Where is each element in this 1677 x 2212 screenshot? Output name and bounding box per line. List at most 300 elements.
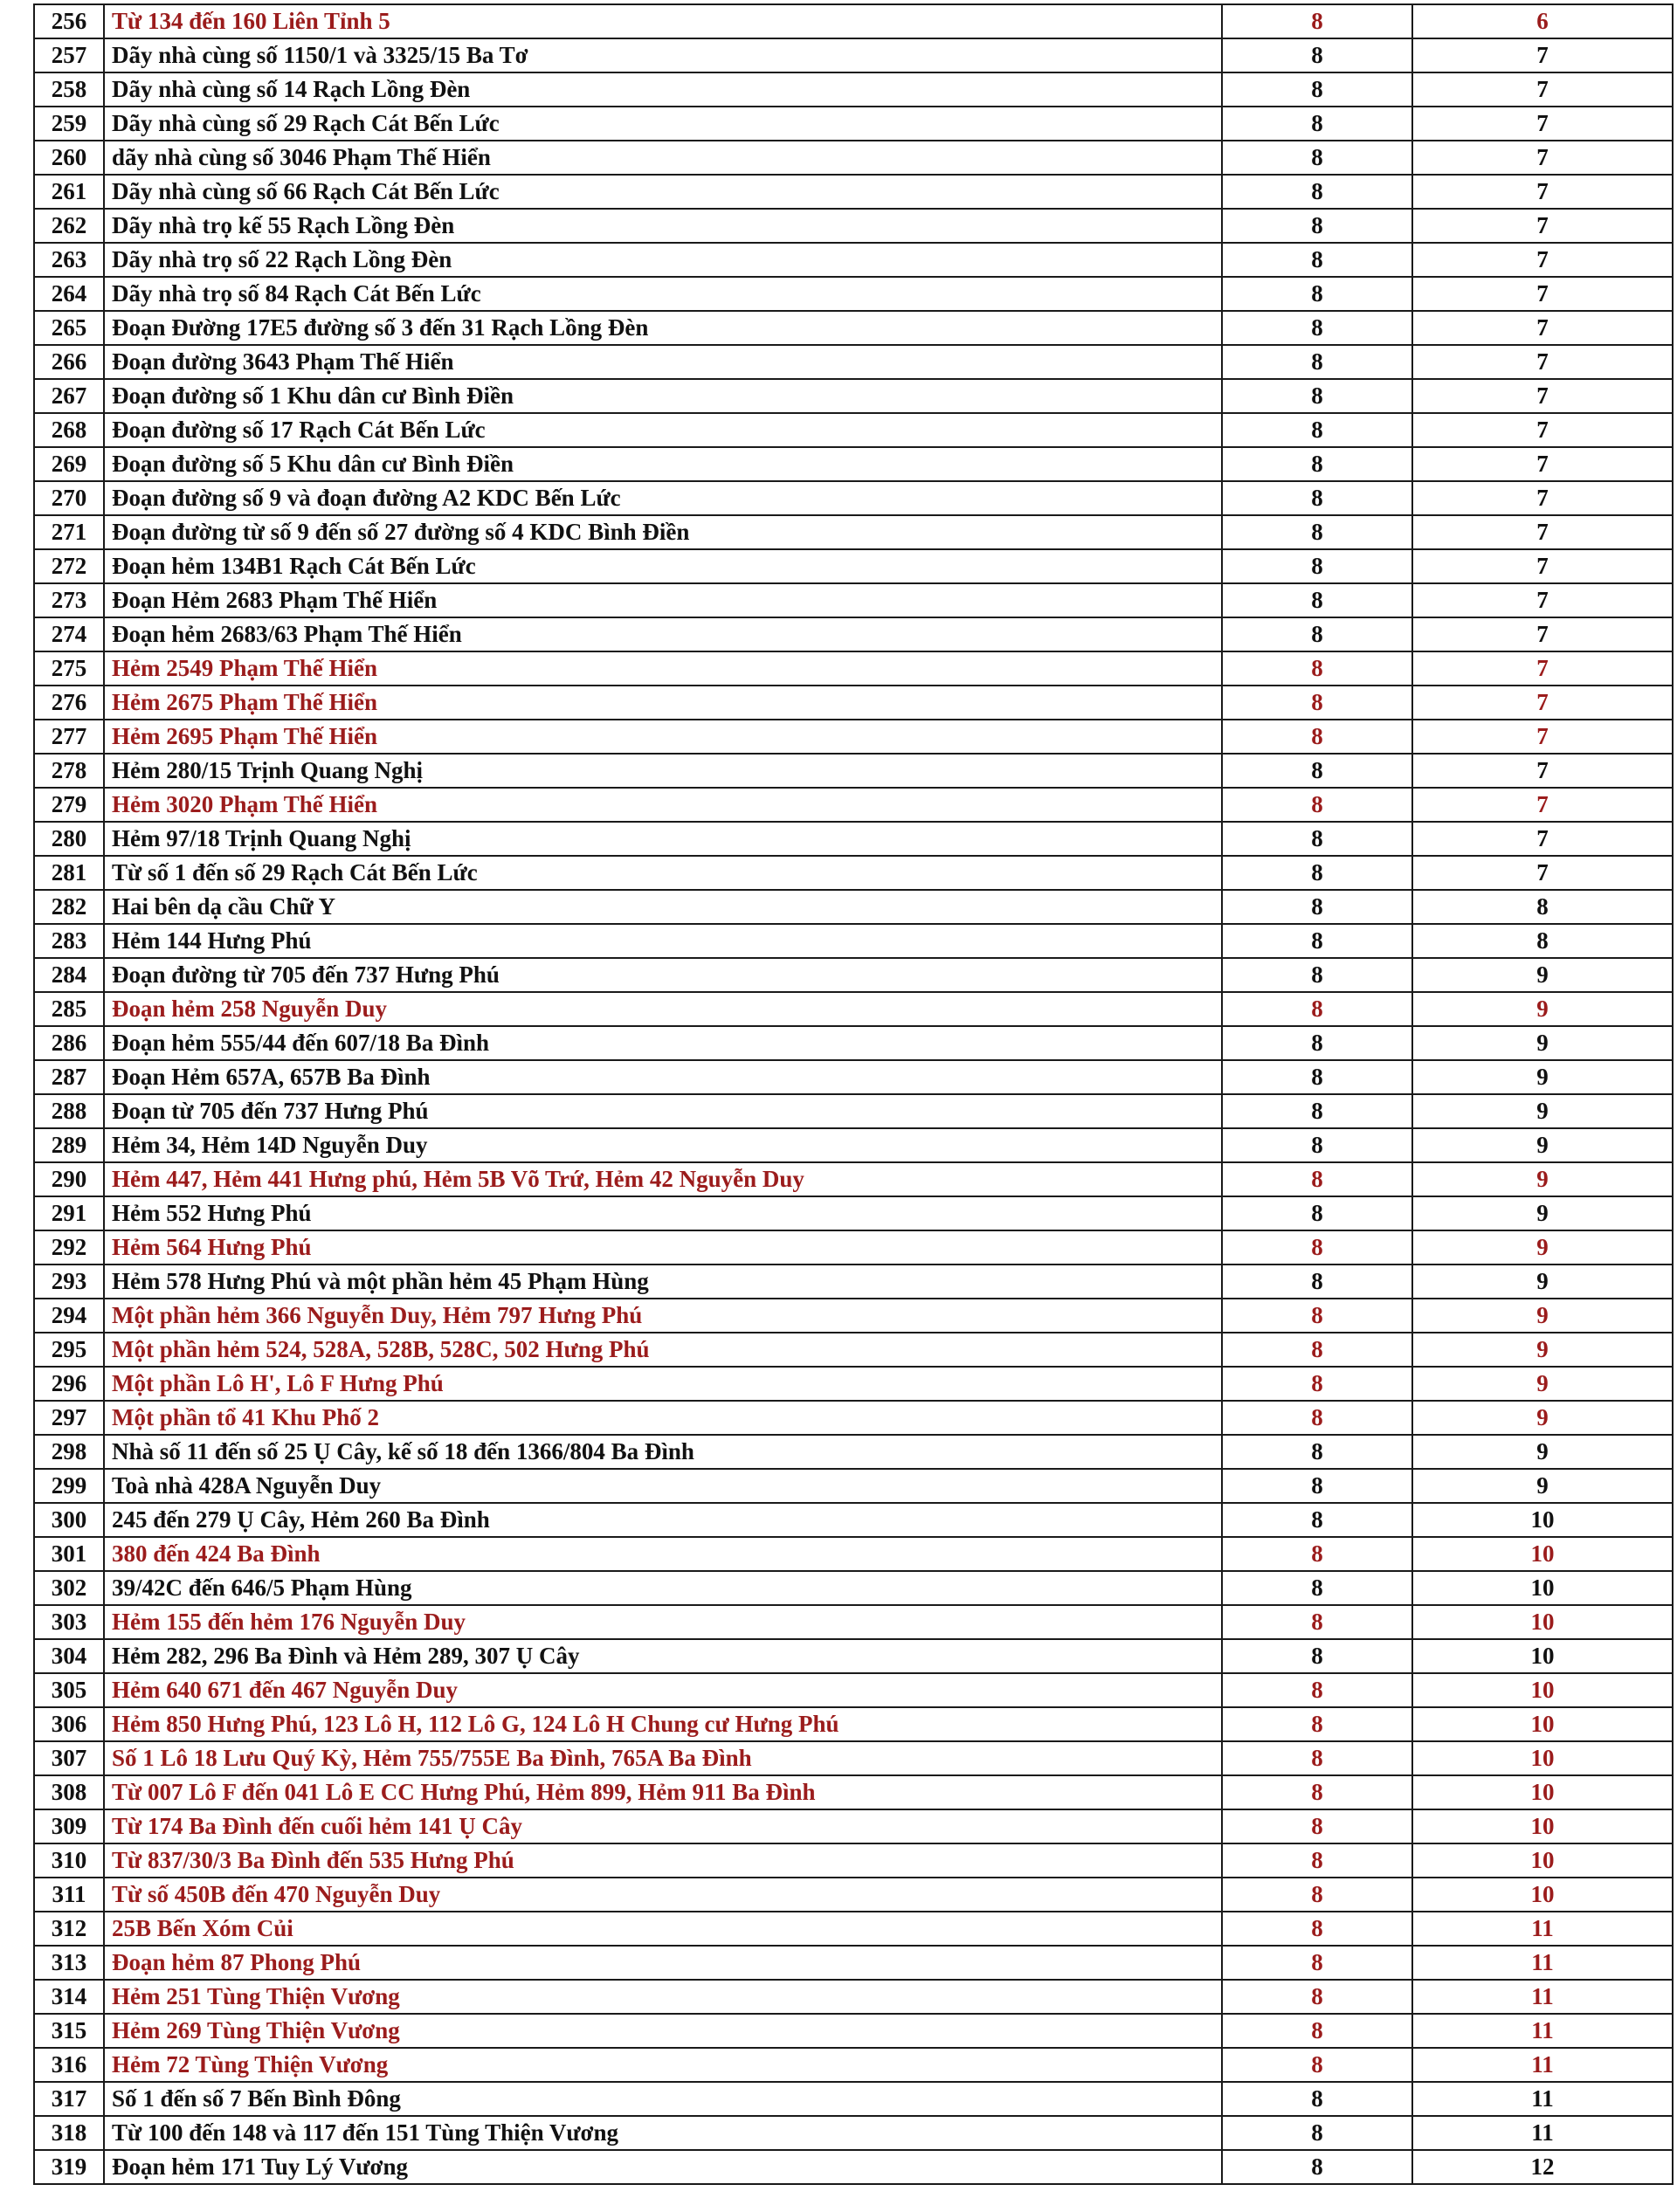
address-cell: Số 1 Lô 18 Lưu Quý Kỳ, Hẻm 755/755E Ba Đình, 765A Ba Đình	[104, 1741, 1222, 1775]
value-b-cell: 9	[1412, 958, 1673, 992]
value-a-cell: 8	[1222, 788, 1412, 822]
value-a-cell: 8	[1222, 72, 1412, 107]
table-row	[34, 413, 1673, 447]
row-number-cell: 268	[34, 413, 104, 447]
value-a-cell: 8	[1222, 1367, 1412, 1401]
address-cell: Đoạn Hẻm 657A, 657B Ba Đình	[104, 1060, 1222, 1094]
row-number-cell: 297	[34, 1401, 104, 1435]
value-a-cell: 8	[1222, 1401, 1412, 1435]
value-a-cell: 8	[1222, 958, 1412, 992]
address-cell: Hẻm 2675 Phạm Thế Hiển	[104, 686, 1222, 720]
address-cell: Dãy nhà trọ kế 55 Rạch Lồng Đèn	[104, 209, 1222, 243]
row-number-cell: 277	[34, 720, 104, 754]
value-a-cell: 8	[1222, 1707, 1412, 1741]
row-number-cell: 279	[34, 788, 104, 822]
value-a-cell: 8	[1222, 1435, 1412, 1469]
value-a-cell: 8	[1222, 1230, 1412, 1264]
value-b-cell: 7	[1412, 583, 1673, 617]
row-number-cell: 267	[34, 379, 104, 413]
row-number-cell: 289	[34, 1128, 104, 1162]
value-a-cell: 8	[1222, 1264, 1412, 1299]
value-b-cell: 9	[1412, 1128, 1673, 1162]
row-number-cell: 301	[34, 1537, 104, 1571]
row-number-cell: 272	[34, 549, 104, 583]
row-number-cell: 312	[34, 1912, 104, 1946]
value-a-cell: 8	[1222, 1503, 1412, 1537]
value-a-cell: 8	[1222, 1026, 1412, 1060]
value-b-cell: 7	[1412, 72, 1673, 107]
value-a-cell: 8	[1222, 651, 1412, 686]
value-a-cell: 8	[1222, 413, 1412, 447]
address-cell: Hẻm 72 Tùng Thiện Vương	[104, 2048, 1222, 2082]
row-number-cell: 269	[34, 447, 104, 481]
address-table	[33, 3, 1674, 2185]
row-number-cell: 275	[34, 651, 104, 686]
table-row	[34, 447, 1673, 481]
row-number-cell: 313	[34, 1946, 104, 1980]
value-a-cell: 8	[1222, 1196, 1412, 1230]
table-row	[34, 1741, 1673, 1775]
address-cell: Đoạn đường từ 705 đến 737 Hưng Phú	[104, 958, 1222, 992]
value-b-cell: 7	[1412, 856, 1673, 890]
value-b-cell: 10	[1412, 1775, 1673, 1809]
row-number-cell: 308	[34, 1775, 104, 1809]
table-row	[34, 1673, 1673, 1707]
value-a-cell: 8	[1222, 1060, 1412, 1094]
value-a-cell: 8	[1222, 2048, 1412, 2082]
address-cell: Từ 100 đến 148 và 117 đến 151 Tùng Thiện Vương	[104, 2116, 1222, 2150]
address-cell: Dãy nhà trọ số 22 Rạch Lồng Đèn	[104, 243, 1222, 277]
address-cell: Hẻm 850 Hưng Phú, 123 Lô H, 112 Lô G, 124 Lô H Chung cư Hưng Phú	[104, 1707, 1222, 1741]
row-number-cell: 264	[34, 277, 104, 311]
address-cell: Hẻm 280/15 Trịnh Quang Nghị	[104, 754, 1222, 788]
table-row	[34, 549, 1673, 583]
address-cell: Hẻm 251 Tùng Thiện Vương	[104, 1980, 1222, 2014]
address-cell: Hẻm 3020 Phạm Thế Hiển	[104, 788, 1222, 822]
row-number-cell: 256	[34, 4, 104, 38]
value-a-cell: 8	[1222, 243, 1412, 277]
value-b-cell: 7	[1412, 107, 1673, 141]
row-number-cell: 316	[34, 2048, 104, 2082]
table-row	[34, 1367, 1673, 1401]
row-number-cell: 296	[34, 1367, 104, 1401]
table-row	[34, 1571, 1673, 1605]
row-number-cell: 307	[34, 1741, 104, 1775]
table-row	[34, 1401, 1673, 1435]
address-cell: Đoạn hẻm 87 Phong Phú	[104, 1946, 1222, 1980]
value-a-cell: 8	[1222, 1639, 1412, 1673]
table-row	[34, 1299, 1673, 1333]
value-b-cell: 11	[1412, 1912, 1673, 1946]
row-number-cell: 290	[34, 1162, 104, 1196]
value-a-cell: 8	[1222, 754, 1412, 788]
row-number-cell: 311	[34, 1878, 104, 1912]
table-row	[34, 1333, 1673, 1367]
row-number-cell: 306	[34, 1707, 104, 1741]
value-a-cell: 8	[1222, 277, 1412, 311]
row-number-cell: 270	[34, 481, 104, 515]
row-number-cell: 291	[34, 1196, 104, 1230]
value-a-cell: 8	[1222, 141, 1412, 175]
value-b-cell: 9	[1412, 1435, 1673, 1469]
value-a-cell: 8	[1222, 2150, 1412, 2184]
table-row	[34, 38, 1673, 72]
row-number-cell: 259	[34, 107, 104, 141]
address-cell: 380 đến 424 Ba Đình	[104, 1537, 1222, 1571]
value-b-cell: 7	[1412, 515, 1673, 549]
value-a-cell: 8	[1222, 1605, 1412, 1639]
value-b-cell: 7	[1412, 617, 1673, 651]
row-number-cell: 283	[34, 924, 104, 958]
value-b-cell: 9	[1412, 1094, 1673, 1128]
table-row	[34, 1435, 1673, 1469]
table-row	[34, 617, 1673, 651]
value-b-cell: 11	[1412, 1980, 1673, 2014]
table-row	[34, 958, 1673, 992]
row-number-cell: 299	[34, 1469, 104, 1503]
table-row	[34, 651, 1673, 686]
address-cell: Một phần tổ 41 Khu Phố 2	[104, 1401, 1222, 1435]
value-b-cell: 10	[1412, 1741, 1673, 1775]
table-row	[34, 1707, 1673, 1741]
address-cell: Hẻm 2695 Phạm Thế Hiển	[104, 720, 1222, 754]
value-b-cell: 10	[1412, 1707, 1673, 1741]
value-b-cell: 11	[1412, 2048, 1673, 2082]
address-cell: Đoạn đường số 5 Khu dân cư Bình Điền	[104, 447, 1222, 481]
row-number-cell: 310	[34, 1843, 104, 1878]
row-number-cell: 285	[34, 992, 104, 1026]
value-b-cell: 11	[1412, 1946, 1673, 1980]
value-a-cell: 8	[1222, 1162, 1412, 1196]
table-row	[34, 1775, 1673, 1809]
row-number-cell: 263	[34, 243, 104, 277]
row-number-cell: 295	[34, 1333, 104, 1367]
address-cell: Đoạn từ 705 đến 737 Hưng Phú	[104, 1094, 1222, 1128]
address-cell: Đoạn đường số 1 Khu dân cư Bình Điền	[104, 379, 1222, 413]
address-cell: Từ 174 Ba Đình đến cuối hẻm 141 Ụ Cây	[104, 1809, 1222, 1843]
row-number-cell: 274	[34, 617, 104, 651]
address-cell: Hai bên dạ cầu Chữ Y	[104, 890, 1222, 924]
table-row	[34, 992, 1673, 1026]
address-cell: Dãy nhà trọ số 84 Rạch Cát Bến Lức	[104, 277, 1222, 311]
row-number-cell: 282	[34, 890, 104, 924]
address-cell: Hẻm 97/18 Trịnh Quang Nghị	[104, 822, 1222, 856]
table-row	[34, 1980, 1673, 2014]
table-row	[34, 754, 1673, 788]
row-number-cell: 280	[34, 822, 104, 856]
row-number-cell: 261	[34, 175, 104, 209]
row-number-cell: 309	[34, 1809, 104, 1843]
address-cell: Từ số 1 đến số 29 Rạch Cát Bến Lức	[104, 856, 1222, 890]
value-b-cell: 7	[1412, 38, 1673, 72]
value-a-cell: 8	[1222, 1843, 1412, 1878]
value-b-cell: 7	[1412, 754, 1673, 788]
row-number-cell: 292	[34, 1230, 104, 1264]
value-a-cell: 8	[1222, 1299, 1412, 1333]
table-row	[34, 924, 1673, 958]
address-cell: Một phần hẻm 366 Nguyễn Duy, Hẻm 797 Hưng Phú	[104, 1299, 1222, 1333]
address-cell: Hẻm 640 671 đến 467 Nguyễn Duy	[104, 1673, 1222, 1707]
value-b-cell: 9	[1412, 1230, 1673, 1264]
table-row	[34, 515, 1673, 549]
address-cell: Đoạn đường số 9 và đoạn đường A2 KDC Bến Lức	[104, 481, 1222, 515]
address-cell: Đoạn Đường 17E5 đường số 3 đến 31 Rạch Lồng Đèn	[104, 311, 1222, 345]
value-b-cell: 7	[1412, 311, 1673, 345]
row-number-cell: 317	[34, 2082, 104, 2116]
table-row	[34, 1264, 1673, 1299]
table-row	[34, 209, 1673, 243]
address-cell: Đoạn hẻm 134B1 Rạch Cát Bến Lức	[104, 549, 1222, 583]
address-cell: Dãy nhà cùng số 29 Rạch Cát Bến Lức	[104, 107, 1222, 141]
row-number-cell: 273	[34, 583, 104, 617]
table-row	[34, 1809, 1673, 1843]
address-cell: Số 1 đến số 7 Bến Bình Đông	[104, 2082, 1222, 2116]
table-row	[34, 686, 1673, 720]
value-b-cell: 7	[1412, 277, 1673, 311]
row-number-cell: 257	[34, 38, 104, 72]
table-row	[34, 856, 1673, 890]
value-a-cell: 8	[1222, 822, 1412, 856]
table-row	[34, 1537, 1673, 1571]
value-a-cell: 8	[1222, 583, 1412, 617]
value-a-cell: 8	[1222, 992, 1412, 1026]
row-number-cell: 271	[34, 515, 104, 549]
value-a-cell: 8	[1222, 1333, 1412, 1367]
value-a-cell: 8	[1222, 447, 1412, 481]
address-cell: Hẻm 269 Tùng Thiện Vương	[104, 2014, 1222, 2048]
value-a-cell: 8	[1222, 1741, 1412, 1775]
value-b-cell: 7	[1412, 651, 1673, 686]
address-cell: Hẻm 552 Hưng Phú	[104, 1196, 1222, 1230]
row-number-cell: 287	[34, 1060, 104, 1094]
address-cell: Từ số 450B đến 470 Nguyễn Duy	[104, 1878, 1222, 1912]
row-number-cell: 288	[34, 1094, 104, 1128]
value-a-cell: 8	[1222, 1094, 1412, 1128]
address-table-body	[34, 4, 1673, 2184]
address-cell: Từ 837/30/3 Ba Đình đến 535 Hưng Phú	[104, 1843, 1222, 1878]
value-b-cell: 9	[1412, 1060, 1673, 1094]
value-b-cell: 8	[1412, 890, 1673, 924]
value-b-cell: 9	[1412, 1196, 1673, 1230]
value-a-cell: 8	[1222, 1912, 1412, 1946]
address-cell: Hẻm 564 Hưng Phú	[104, 1230, 1222, 1264]
value-b-cell: 7	[1412, 209, 1673, 243]
row-number-cell: 284	[34, 958, 104, 992]
table-row	[34, 1878, 1673, 1912]
value-b-cell: 10	[1412, 1605, 1673, 1639]
value-b-cell: 9	[1412, 1333, 1673, 1367]
value-b-cell: 7	[1412, 447, 1673, 481]
value-b-cell: 10	[1412, 1537, 1673, 1571]
table-row	[34, 1094, 1673, 1128]
address-cell: Đoạn đường từ số 9 đến số 27 đường số 4 KDC Bình Điền	[104, 515, 1222, 549]
value-b-cell: 7	[1412, 788, 1673, 822]
value-b-cell: 7	[1412, 720, 1673, 754]
row-number-cell: 318	[34, 2116, 104, 2150]
table-row	[34, 2048, 1673, 2082]
table-row	[34, 311, 1673, 345]
value-a-cell: 8	[1222, 2082, 1412, 2116]
table-row	[34, 1230, 1673, 1264]
row-number-cell: 276	[34, 686, 104, 720]
row-number-cell: 319	[34, 2150, 104, 2184]
table-row	[34, 583, 1673, 617]
value-a-cell: 8	[1222, 515, 1412, 549]
row-number-cell: 302	[34, 1571, 104, 1605]
table-row	[34, 1503, 1673, 1537]
table-row	[34, 379, 1673, 413]
value-a-cell: 8	[1222, 1878, 1412, 1912]
value-b-cell: 9	[1412, 992, 1673, 1026]
value-b-cell: 9	[1412, 1367, 1673, 1401]
value-a-cell: 8	[1222, 924, 1412, 958]
value-a-cell: 8	[1222, 686, 1412, 720]
address-cell: Một phần hẻm 524, 528A, 528B, 528C, 502 Hưng Phú	[104, 1333, 1222, 1367]
value-b-cell: 7	[1412, 141, 1673, 175]
table-row	[34, 107, 1673, 141]
address-cell: Từ 134 đến 160 Liên Tỉnh 5	[104, 4, 1222, 38]
table-row	[34, 1162, 1673, 1196]
table-row	[34, 2116, 1673, 2150]
table-row	[34, 890, 1673, 924]
value-a-cell: 8	[1222, 890, 1412, 924]
address-cell: Toà nhà 428A Nguyễn Duy	[104, 1469, 1222, 1503]
value-b-cell: 10	[1412, 1503, 1673, 1537]
value-b-cell: 7	[1412, 549, 1673, 583]
value-b-cell: 6	[1412, 4, 1673, 38]
value-b-cell: 9	[1412, 1401, 1673, 1435]
row-number-cell: 262	[34, 209, 104, 243]
table-row	[34, 141, 1673, 175]
value-b-cell: 7	[1412, 822, 1673, 856]
address-cell: Dãy nhà cùng số 1150/1 và 3325/15 Ba Tơ	[104, 38, 1222, 72]
value-b-cell: 7	[1412, 481, 1673, 515]
table-row	[34, 1469, 1673, 1503]
value-a-cell: 8	[1222, 1571, 1412, 1605]
value-b-cell: 9	[1412, 1299, 1673, 1333]
row-number-cell: 304	[34, 1639, 104, 1673]
value-a-cell: 8	[1222, 379, 1412, 413]
address-cell: Hẻm 34, Hẻm 14D Nguyễn Duy	[104, 1128, 1222, 1162]
address-cell: Đoạn hẻm 258 Nguyễn Duy	[104, 992, 1222, 1026]
address-cell: Đoạn hẻm 2683/63 Phạm Thế Hiển	[104, 617, 1222, 651]
row-number-cell: 260	[34, 141, 104, 175]
value-a-cell: 8	[1222, 1469, 1412, 1503]
value-a-cell: 8	[1222, 856, 1412, 890]
address-cell: Nhà số 11 đến số 25 Ụ Cây, kế số 18 đến 1366/804 Ba Đình	[104, 1435, 1222, 1469]
address-cell: Dãy nhà cùng số 14 Rạch Lồng Đèn	[104, 72, 1222, 107]
value-b-cell: 9	[1412, 1469, 1673, 1503]
value-b-cell: 11	[1412, 2082, 1673, 2116]
table-row	[34, 1196, 1673, 1230]
value-b-cell: 12	[1412, 2150, 1673, 2184]
value-b-cell: 10	[1412, 1639, 1673, 1673]
value-b-cell: 7	[1412, 413, 1673, 447]
value-b-cell: 11	[1412, 2116, 1673, 2150]
value-a-cell: 8	[1222, 38, 1412, 72]
table-row	[34, 1639, 1673, 1673]
value-b-cell: 11	[1412, 2014, 1673, 2048]
row-number-cell: 303	[34, 1605, 104, 1639]
table-row	[34, 175, 1673, 209]
table-row	[34, 1060, 1673, 1094]
address-cell: Từ 007 Lô F đến 041 Lô E CC Hưng Phú, Hẻm 899, Hẻm 911 Ba Đình	[104, 1775, 1222, 1809]
address-cell: Hẻm 2549 Phạm Thế Hiển	[104, 651, 1222, 686]
row-number-cell: 281	[34, 856, 104, 890]
value-b-cell: 9	[1412, 1026, 1673, 1060]
row-number-cell: 300	[34, 1503, 104, 1537]
table-row	[34, 243, 1673, 277]
value-b-cell: 9	[1412, 1264, 1673, 1299]
table-row	[34, 2014, 1673, 2048]
value-b-cell: 7	[1412, 243, 1673, 277]
address-cell: Hẻm 447, Hẻm 441 Hưng phú, Hẻm 5B Võ Trứ, Hẻm 42 Nguyễn Duy	[104, 1162, 1222, 1196]
value-b-cell: 10	[1412, 1673, 1673, 1707]
address-cell: dãy nhà cùng số 3046 Phạm Thế Hiển	[104, 141, 1222, 175]
address-cell: Hẻm 282, 296 Ba Đình và Hẻm 289, 307 Ụ Cây	[104, 1639, 1222, 1673]
row-number-cell: 265	[34, 311, 104, 345]
row-number-cell: 294	[34, 1299, 104, 1333]
row-number-cell: 266	[34, 345, 104, 379]
value-a-cell: 8	[1222, 1128, 1412, 1162]
value-a-cell: 8	[1222, 549, 1412, 583]
row-number-cell: 314	[34, 1980, 104, 2014]
table-row	[34, 4, 1673, 38]
table-row	[34, 1843, 1673, 1878]
value-b-cell: 8	[1412, 924, 1673, 958]
value-b-cell: 7	[1412, 345, 1673, 379]
table-row	[34, 720, 1673, 754]
table-row	[34, 1026, 1673, 1060]
table-row	[34, 345, 1673, 379]
address-cell: Đoạn đường số 17 Rạch Cát Bến Lức	[104, 413, 1222, 447]
address-cell: Đoạn hẻm 555/44 đến 607/18 Ba Đình	[104, 1026, 1222, 1060]
row-number-cell: 278	[34, 754, 104, 788]
value-b-cell: 10	[1412, 1571, 1673, 1605]
table-row	[34, 277, 1673, 311]
value-a-cell: 8	[1222, 107, 1412, 141]
value-b-cell: 9	[1412, 1162, 1673, 1196]
row-number-cell: 298	[34, 1435, 104, 1469]
value-a-cell: 8	[1222, 175, 1412, 209]
address-cell: 25B Bến Xóm Củi	[104, 1912, 1222, 1946]
value-a-cell: 8	[1222, 209, 1412, 243]
value-b-cell: 7	[1412, 379, 1673, 413]
table-row	[34, 822, 1673, 856]
row-number-cell: 293	[34, 1264, 104, 1299]
row-number-cell: 258	[34, 72, 104, 107]
row-number-cell: 286	[34, 1026, 104, 1060]
address-cell: Đoạn hẻm 171 Tuy Lý Vương	[104, 2150, 1222, 2184]
value-a-cell: 8	[1222, 345, 1412, 379]
table-row	[34, 1128, 1673, 1162]
table-row	[34, 1946, 1673, 1980]
value-b-cell: 10	[1412, 1878, 1673, 1912]
value-a-cell: 8	[1222, 481, 1412, 515]
value-a-cell: 8	[1222, 1775, 1412, 1809]
address-cell: 39/42C đến 646/5 Phạm Hùng	[104, 1571, 1222, 1605]
value-a-cell: 8	[1222, 1673, 1412, 1707]
table-row	[34, 1605, 1673, 1639]
table-row	[34, 2150, 1673, 2184]
table-row	[34, 72, 1673, 107]
value-a-cell: 8	[1222, 1537, 1412, 1571]
row-number-cell: 305	[34, 1673, 104, 1707]
address-cell: Hẻm 578 Hưng Phú và một phần hẻm 45 Phạm Hùng	[104, 1264, 1222, 1299]
value-b-cell: 10	[1412, 1809, 1673, 1843]
table-row	[34, 1912, 1673, 1946]
value-a-cell: 8	[1222, 1980, 1412, 2014]
